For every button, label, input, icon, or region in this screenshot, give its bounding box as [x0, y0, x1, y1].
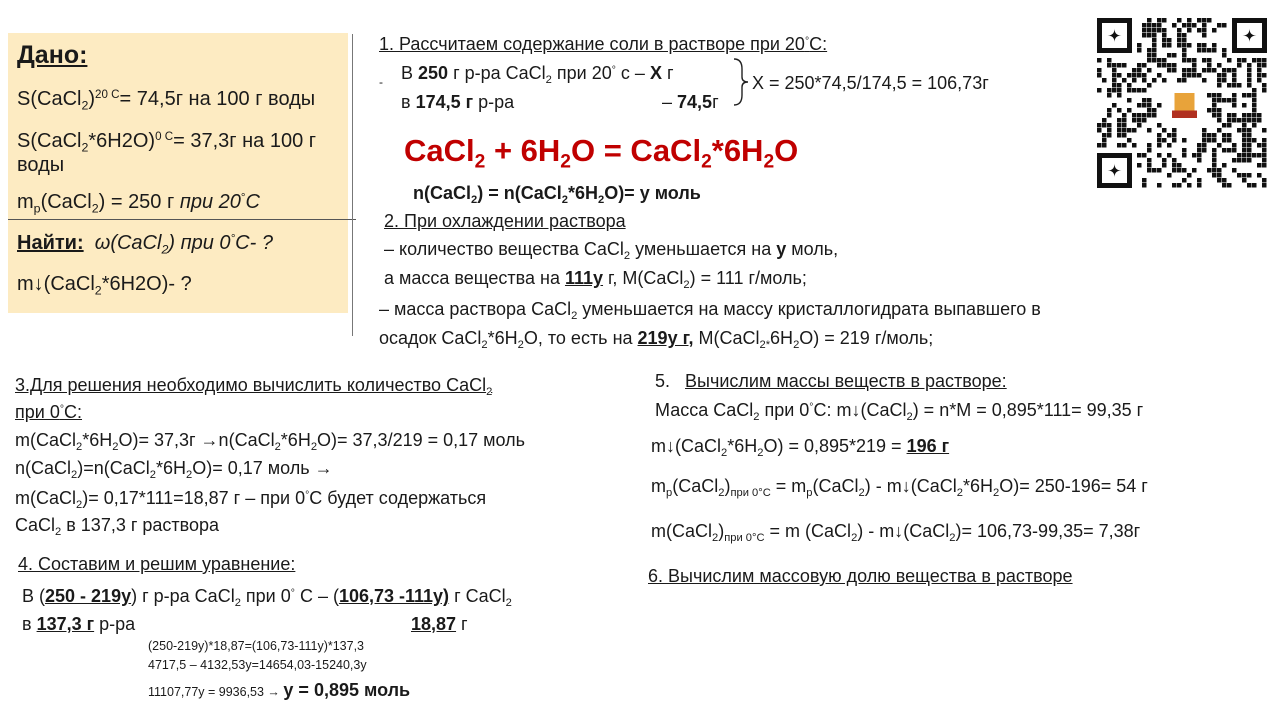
- given-heading: Дано:: [17, 41, 88, 69]
- step2-line2: а масса вещества на 111у г, М(CaCl$_2$) = 111 г/моль;: [384, 268, 807, 291]
- step5-line3: $m_р(CaCl_2)_{при 0^\circ С}$ = $m_р(CaCl_2)$ - $m↓(CaCl_2*6H_2O)= 250-196= 54$ г: [651, 476, 1148, 499]
- step5-title: 5. Вычислим массы веществ в растворе:: [655, 371, 1007, 391]
- step3-line2: $n(CaCl_2)=n(CaCl_2*6H_2O)= 0,17$ моль →: [15, 458, 333, 481]
- step3-title-line2: при 0°С:: [15, 402, 83, 422]
- step2-line1: – количество вещества CaCl$_2$ уменьшается на y моль,: [384, 239, 839, 262]
- reaction-equation: CaCl$_2$ + $6H_2O$ = $CaCl_2*6H_2O$: [404, 133, 799, 173]
- given-solubility-20: S(CaCl$_2$)$^{20 С}$= 74,5г на 100 г воды: [17, 88, 316, 113]
- step4-calc2: 4717,5 – 4132,53у=14654,03-15240,3у: [148, 658, 367, 672]
- step5-line2: $m↓(CaCl_2*6H_2O) = 0,895*219 = 196$ г: [651, 436, 950, 459]
- step1-row2-right: – 74,5г: [662, 92, 719, 112]
- step1-row1: В 250 г р-ра CaCl$_2$ при 20° с – Х г: [401, 63, 674, 86]
- step1-dash: -: [379, 75, 383, 89]
- given-solution-mass: $m_р(CaCl_2) = 250$ г при 20°С: [17, 191, 260, 216]
- step1-title: 1. Рассчитаем содержание соли в растворе при 20°С:: [379, 34, 828, 54]
- step6-title: 6. Вычислим массовую долю вещества в растворе: [648, 566, 1073, 586]
- step1-result: Х = 250*74,5/174,5 = 106,73г: [752, 73, 989, 93]
- find-omega: Найти: ω(CaCl$_2$) при 0°С- ?: [17, 232, 273, 257]
- find-crystal-mass: m↓(CaCl$_2$*6H2O)- ?: [17, 273, 192, 298]
- step2-line3: – масса раствора CaCl$_2$ уменьшается на массу кристаллогидрата выпавшего в: [379, 299, 1041, 322]
- step3-title-line1: 3.Для решения необходимо вычислить количество CaCl$_2$: [15, 375, 493, 398]
- step3-line3: m(CaCl$_2$)= 0,17*111=18,87 г – при 0°С будет содержаться: [15, 488, 487, 511]
- step4-calc3: 11107,77у = 9936,53 → y = 0,895 моль: [148, 680, 411, 700]
- step3-line1: $m(CaCl_2*6H_2O)= 37,3г$ $\to n(CaCl_2*6H_2O)= 37,3/219 = 0,17$ моль: [15, 430, 526, 453]
- given-solubility-0-unit: воды: [17, 154, 65, 176]
- vertical-divider: [352, 34, 353, 336]
- step4-title: 4. Составим и решим уравнение:: [18, 554, 296, 574]
- qr-code-icon[interactable]: [1097, 18, 1267, 188]
- step3-line4: CaCl$_2$ в 137,3 г раствора: [15, 515, 220, 538]
- step4-calc1: (250-219у)*18,87=(106,73-111у)*137,3: [148, 639, 365, 653]
- given-divider: [8, 219, 356, 220]
- step5-line4: $m(CaCl_2)_{при 0^\circ С} = m$ (CaCl$_2$) - m↓(CaCl$_2$)= 106,73-99,35= 7,38г: [651, 521, 1141, 544]
- step1-row2: в 174,5 г р-ра: [401, 92, 515, 112]
- right-brace-icon: [733, 57, 749, 107]
- step2-line4: осадок $CaCl_2*6H_2O$, то есть на 219у г, $М(CaCl_{2*}6H_2O) = 219$ г/моль;: [379, 328, 934, 351]
- step2-title: 2. При охлаждении раствора: [384, 211, 626, 231]
- step5-line1: Масса CaCl$_2$ при 0°С: m↓(CaCl$_2$) = n*M = 0,895*111= 99,35 г: [655, 400, 1144, 423]
- given-box: [8, 33, 348, 313]
- step4-row1: В (250 - 219у) г р-ра CaCl$_2$ при 0° С – (106,73 -111у) г CaCl$_2$: [22, 586, 512, 609]
- given-solubility-0: S(CaCl$_2$*6H2O)$^{0 С}$= 37,3г на 100 г: [17, 130, 317, 155]
- moles-equality: n(CaCl$_2$) = $n(CaCl_2*6H_2O)= y$ моль: [413, 183, 701, 206]
- step4-row2-right: 18,87 г: [411, 614, 468, 634]
- step4-row2: в 137,3 г р-ра: [22, 614, 136, 634]
